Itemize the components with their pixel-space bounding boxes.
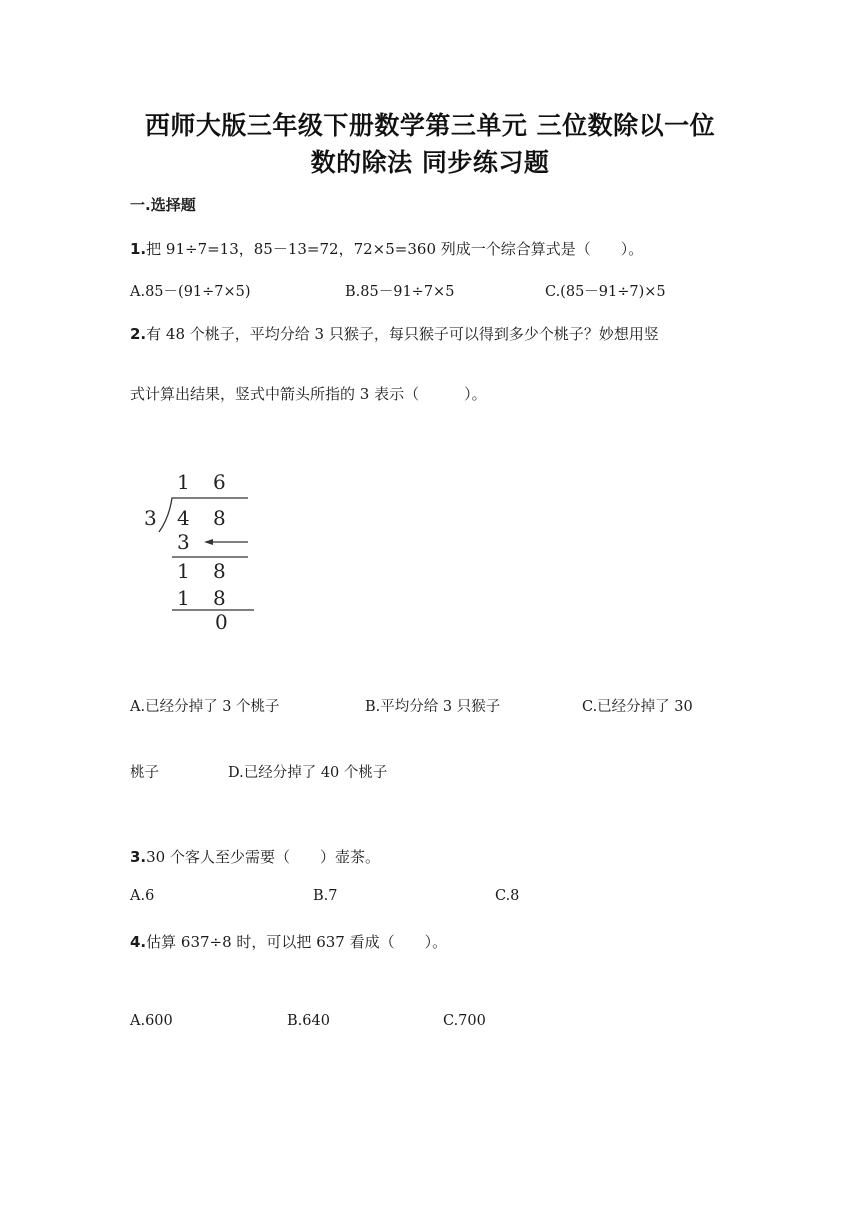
question-1-option-c: C.(85－91÷7)×5 <box>545 284 666 300</box>
remainder-digit: 0 <box>215 610 228 634</box>
question-3-number: 3. <box>130 848 147 866</box>
question-4-text: 估算 637÷8 时，可以把 637 看成（ ）。 <box>146 933 448 951</box>
question-3-text: 30 个客人至少需要（ ）壶茶。 <box>146 848 380 866</box>
arrow-head-icon <box>204 539 213 545</box>
question-2-option-c: C.已经分掉了 30 <box>582 699 693 715</box>
quotient-digit-1: 1 <box>177 470 190 494</box>
quotient-digit-2: 6 <box>213 470 226 494</box>
question-2-text-line-1: 有 48 个桃子，平均分给 3 只猴子，每只猴子可以得到多少个桃子？妙想用竖 <box>146 325 659 343</box>
long-division-figure <box>135 462 265 637</box>
dividend-digit-2: 8 <box>213 506 226 530</box>
division-bracket <box>159 498 248 532</box>
question-1-text: 把 91÷7=13，85－13=72，72×5=360 列成一个综合算式是（ ）。 <box>146 240 644 258</box>
step-1-digit: 3 <box>177 530 190 554</box>
page-title-line-2: 数的除法 同步练习题 <box>310 148 550 177</box>
question-1 <box>130 238 643 259</box>
question-2-option-b: B.平均分给 3 只猴子 <box>365 699 501 715</box>
question-2-number: 2. <box>130 325 147 343</box>
divisor: 3 <box>144 506 157 530</box>
question-2-text-line-2: 式计算出结果，竖式中箭头所指的 3 表示（ ）。 <box>130 385 487 403</box>
question-4-option-c: C.700 <box>443 1013 486 1029</box>
question-4-number: 4. <box>130 933 147 951</box>
dividend-digit-1: 4 <box>177 506 190 530</box>
page-title-line-1: 西师大版三年级下册数学第三单元 三位数除以一位 <box>144 111 716 140</box>
question-2-option-d: D.已经分掉了 40 个桃子 <box>228 765 388 781</box>
question-1-option-b: B.85－91÷7×5 <box>345 284 455 300</box>
question-1-number: 1. <box>130 240 147 258</box>
question-3-option-a: A.6 <box>130 888 155 904</box>
section-heading: 一.选择题 <box>130 196 196 214</box>
step-2-digit-2: 8 <box>213 559 226 583</box>
step-3-digit-1: 1 <box>177 586 190 610</box>
question-3 <box>130 846 380 867</box>
question-3-option-c: C.8 <box>495 888 520 904</box>
question-4 <box>130 931 447 952</box>
step-2-digit-1: 1 <box>177 559 190 583</box>
question-2-option-a: A.已经分掉了 3 个桃子 <box>130 699 280 715</box>
question-2-line-1 <box>130 323 659 344</box>
question-1-option-a: A.85－(91÷7×5) <box>130 284 251 300</box>
question-3-option-b: B.7 <box>313 888 338 904</box>
question-2-option-c-continued: 桃子 <box>130 765 159 781</box>
question-4-option-a: A.600 <box>130 1013 173 1029</box>
question-4-option-b: B.640 <box>287 1013 330 1029</box>
step-3-digit-2: 8 <box>213 586 226 610</box>
